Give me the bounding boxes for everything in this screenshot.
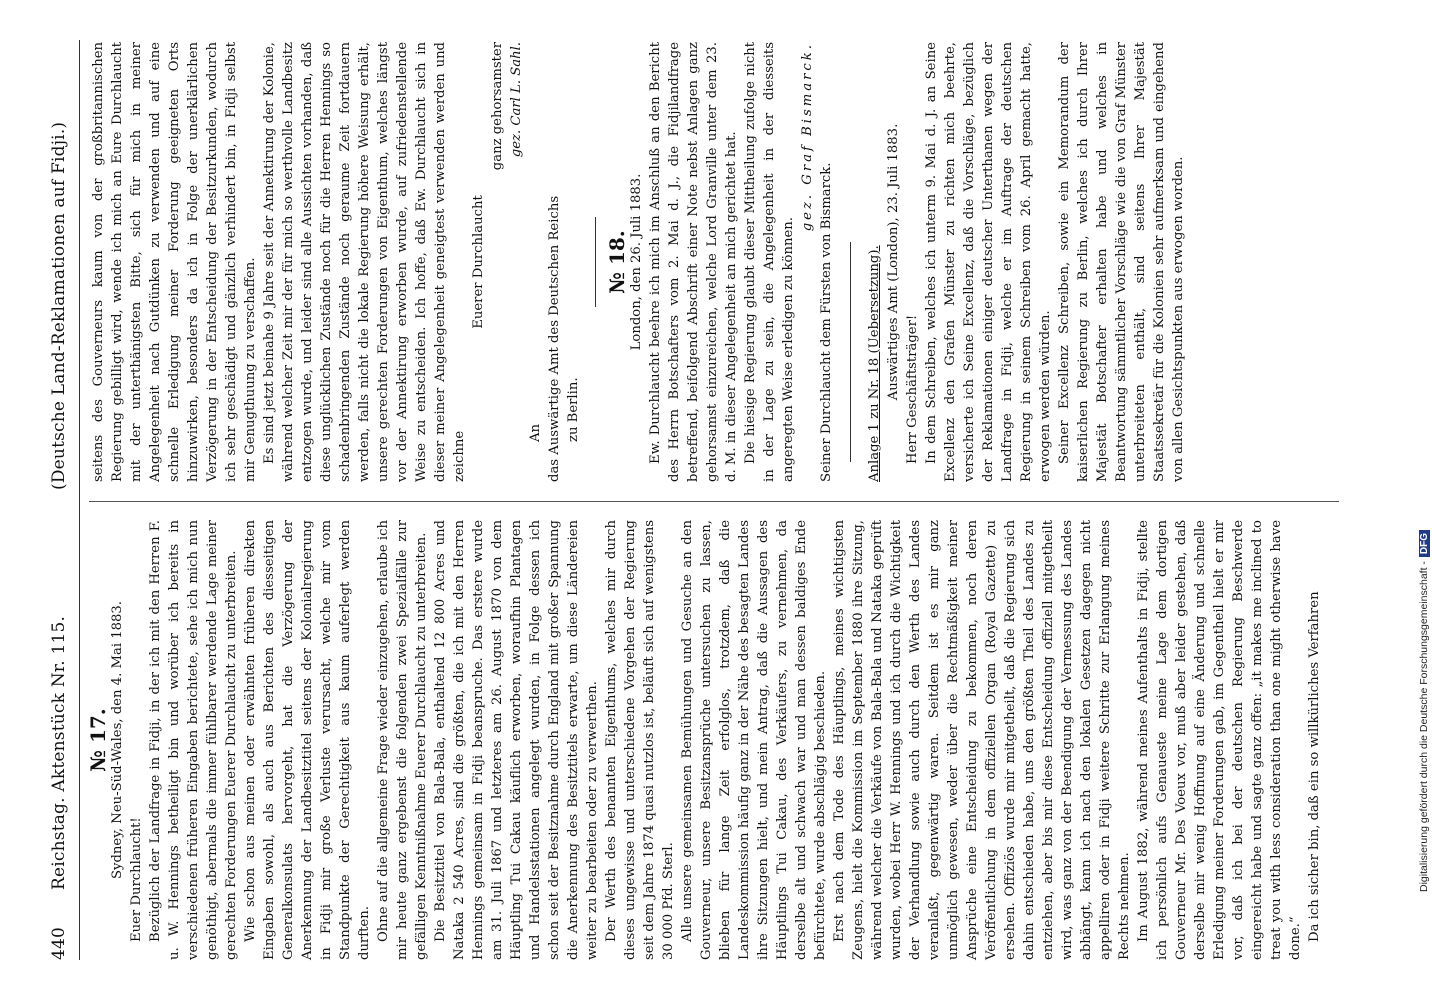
paragraph: In dem Schreiben, welches ich unterm 9. Mai d. J. an Seine Excellenz den Grafen Münster zu richten mich beehrte, versicherte ich Seine Excellenz, daß die Vorschläge, bezüglich der Reklamationen einiger deutscher Unterthanen wegen der Landfrage in Fidji, welche er im Auftrage der deutschen Regierung in seinem Schreiben vom 26. April gemacht hatte, erwogen werden würden. xyxy=(924,42,1053,482)
paragraph: Da ich sicher bin, daß ein so willkürliches Verfahren xyxy=(1307,591,1322,942)
office-dateline: Auswärtiges Amt (London), 23. Juli 1883. xyxy=(886,123,901,401)
signature: gez. Graf Bismarck. xyxy=(800,42,815,232)
page-number: 440 xyxy=(49,926,69,960)
salutation: Herr Geschäftsträger! xyxy=(905,314,920,464)
paragraph: Bezüglich der Landfrage in Fidji, in der ich mit den Herren F. u. W. Hennings betheiligt bin und worüber ich bereits in verschiedenen früheren Eingaben berichtete, sehe ich mich nun genöthigt, abermals die immer fühlbarer werdende Lage meiner gerechten Forderungen Euerer Durchlaucht zu unterbreiten. xyxy=(148,520,239,960)
dateline: London, den 26. Juli 1883. xyxy=(629,173,644,351)
digitization-credit xyxy=(1418,530,1430,892)
dfg-logo: DFG xyxy=(1419,530,1430,557)
signature: gez. Carl L. Sahl. xyxy=(509,42,524,158)
section-divider xyxy=(595,217,596,307)
paragraph: Die Besitztitel von Bala-Bala, enthaltend 12 800 Acres und Nataka 2 540 Acres, sind die größten, die ich mit den Herren Hennings gemeinsam in Fidji beanspruche. Das erstere wurde am 31. Juli 1867 und letzteres am 26. August 1870 von dem Häuptling Tui Cakau käuflich erworben, woraufhin Plantagen und Handelsstationen angelegt wurden, in Folge dessen ich schon seit der Besitznahme durch England mit großer Spannung die Anerkennung des Besitztitels erwarte, um diese Ländereien weiter zu bearbeiten oder zu verwerthen. xyxy=(433,520,600,960)
document-number: № 17. xyxy=(86,708,110,772)
section-divider xyxy=(850,242,851,462)
header-subject: (Deutsche Land-Reklamationen auf Fidji.) xyxy=(49,121,69,490)
running-header xyxy=(45,40,75,960)
column-right xyxy=(89,42,1188,482)
paragraph: Die hiesige Regierung glaubt dieser Mittheilung zufolge nicht in der Lage zu sein, die Angelegenheit in der diesseits angeregten Weise erledigen zu können. xyxy=(743,42,796,482)
paragraph: Alle unsere gemeinsamen Bemühungen und Gesuche an den Gouverneur, unsere Besitzansprüche untersuchen zu lassen, blieben für lange Zeit erfolglos, trotzdem, daß die Landeskommission häufig ganz in der Nähe des besagten Landes ihre Sitzungen hielt, und mein Antrag, daß die Aussagen des Häuptlings Tui Cakau, des Verkäufers, zu vernehmen, da derselbe alt und schwach war und man dessen baldiges Ende befürchtete, wurde abschlägig beschieden. xyxy=(680,520,828,960)
closing-line: ganz gehorsamster xyxy=(490,42,505,171)
paragraph: seitens des Gouverneurs kaum von der großbritannischen Regierung gebilligt wird, wende ich mich an Eure Durchlaucht mit der unterthänigsten Bitte, sich für mich in meiner Angelegenheit nach Gutdünken zu verwenden und auf eine schnelle Erledigung meiner Forderung geeigneten Orts hinzuwirken, besonders da ich in Folge der unerklärlichen Verzögerung in der Entscheidung der Besitzurkunden, wodurch ich sehr geschädigt und gänzlich verhindert bin, in Fidji selbst mir Genugthuung zu verschaffen. xyxy=(91,42,258,482)
recipient-line: Seiner Durchlaucht dem Fürsten von Bismarck. xyxy=(819,162,834,482)
paragraph: Wie schon aus meinen oder erwähnten früheren direkten Eingaben sowohl, als auch aus Berichten des diesseitigen Generalkonsulats hervorgeht, hat die Verzögerung der Anerkennung der Landbesitztitel seitens der Kolonialregierung in Fidji mir große Verluste verursacht, welche mir vom Standpunkte der Gerechtigkeit aus kaum auferlegt werden durften. xyxy=(243,520,372,960)
rotated-page-content xyxy=(45,40,1355,960)
addressee-line: An xyxy=(528,423,543,442)
dateline: Sydney, Neu-Süd-Wales, den 4. Mai 1883. xyxy=(110,601,125,879)
annex-heading: Anlage 1 zu Nr. 18 (Uebersetzung). xyxy=(867,245,882,482)
salutation: Euer Durchlaucht! xyxy=(129,817,144,942)
header-rule xyxy=(79,40,80,960)
paragraph: Es sind jetzt beinahe 9 Jahre seit der Annektirung der Kolonie, während welcher Zeit mir der für mich so werthvolle Landbesitz entzogen wurde, und leider sind alle Aussichten vorhanden, daß diese unglücklichen Zustände noch für die Herren Hennings so schadenbringenden Zustände noch geraume Zeit fortdauern werden, falls nicht die lokale Regierung höhere Weisung erhält, unsere gerechten Forderungen von Eigenthum, welches längst vor der Annektirung erworben wurde, auf zufriedenstellende Weise zu entscheiden. Ich hoffe, daß Ew. Durchlaucht sich in dieser meiner Angelegenheit geneigtest verwenden werden und zeichne xyxy=(262,42,467,482)
credit-text: Digitalisierung gefördert durch die Deutsche Forschungsgemeinschaft - xyxy=(1418,561,1430,892)
paragraph: Im August 1882, während meines Aufenthalts in Fidji, stellte ich persönlich aufs Genaueste meine Lage dem dortigen Gouverneur Mr. Des Voeux vor, muß aber leider gestehen, daß derselbe mir wenig Hoffnung auf eine Änderung und schnelle Erledigung meiner Forderungen gab, im Gegentheil hielt er mir vor, daß ich bei der deutschen Regierung Beschwerde eingereicht habe und sagte ganz offen: „it makes me inclined to treat you with less consideration than one might otherwise have done.“ xyxy=(1136,520,1303,960)
paragraph: Ew. Durchlaucht beehre ich mich im Anschluß an den Bericht des Herrn Botschafters vom 2. Mai d. J., die Fidjilandfrage betreffend, beifolgend Abschrift einer Note nebst Anlagen ganz gehorsamst einzureichen, welche Lord Granville unter dem 23. d. M. in dieser Angelegenheit an mich gerichtet hat. xyxy=(648,42,739,482)
paragraph: Seiner Excellenz Schreiben, sowie ein Memorandum der kaiserlichen Regierung zu Berlin, welches ich durch Ihrer Majestät Botschafter erhalten habe und welches in Beantwortung sämmtlicher Vorschläge wie die von Graf Münster unterbreiteten enthält, sind seitens Ihrer Majestät Staatssekretär für die Kolonien sehr aufmerksam und eingehend von allen Gesichtspunkten aus erwogen worden. xyxy=(1057,42,1186,482)
paragraph: Erst nach dem Tode des Häuptlings, meines wichtigsten Zeugens, hielt die Kommission im September 1880 ihre Sitzung, während welcher die Verkäufe von Bala-Bala und Nataka geprüft wurden, wobei Herr W. Hennings und ich durch die Wichtigkeit der Verhandlung sowie auch durch den Werth des Landes veranlaßt, gegenwärtig waren. Seitdem ist es mir ganz unmöglich gewesen, weder über die Rechtmäßigkeit meiner Ansprüche eine Entscheidung zu bekommen, noch deren Veröffentlichung in dem offiziellen Organ (Royal Gazette) zu ersehen. Offiziös wurde mir mitgetheilt, daß die Regierung sich dahin entschieden habe, uns den größten Theil des Landes zu entziehen, aber bis mir diese Entscheidung offiziell mitgetheilt wird, was ganz von der Beendigung der Vermessung des Landes abhängt, kann ich nach den lokalen Gesetzen dagegen nicht appelliren oder in Fidji weitere Schritte zur Erlangung meines Rechts nehmen. xyxy=(832,520,1132,960)
column-left xyxy=(86,520,1324,960)
paragraph: Der Werth des benannten Eigenthums, welches mir durch dieses ungewisse und unterschiedene Vorgehen der Regierung seit dem Jahre 1874 quasi nutzlos ist, beläuft sich auf wenigstens 30 000 Pfd. Sterl. xyxy=(604,520,676,960)
column-divider xyxy=(89,501,1339,502)
document-number: № 18. xyxy=(605,230,629,294)
paragraph: Ohne auf die allgemeine Frage wieder einzugehen, erlaube ich mir heute ganz ergebenst die folgenden zwei Spezialfälle zur gefälligen Kenntnißnahme Euerer Durchlaucht zu unterbreiten. xyxy=(376,520,429,960)
header-title: Reichstag. Aktenstück Nr. 115. xyxy=(49,615,69,890)
closing-line: Euerer Durchlaucht xyxy=(471,195,486,329)
addressee-line: zu Berlin. xyxy=(566,377,581,442)
addressee-line: das Auswärtige Amt des Deutschen Reichs xyxy=(547,195,562,482)
